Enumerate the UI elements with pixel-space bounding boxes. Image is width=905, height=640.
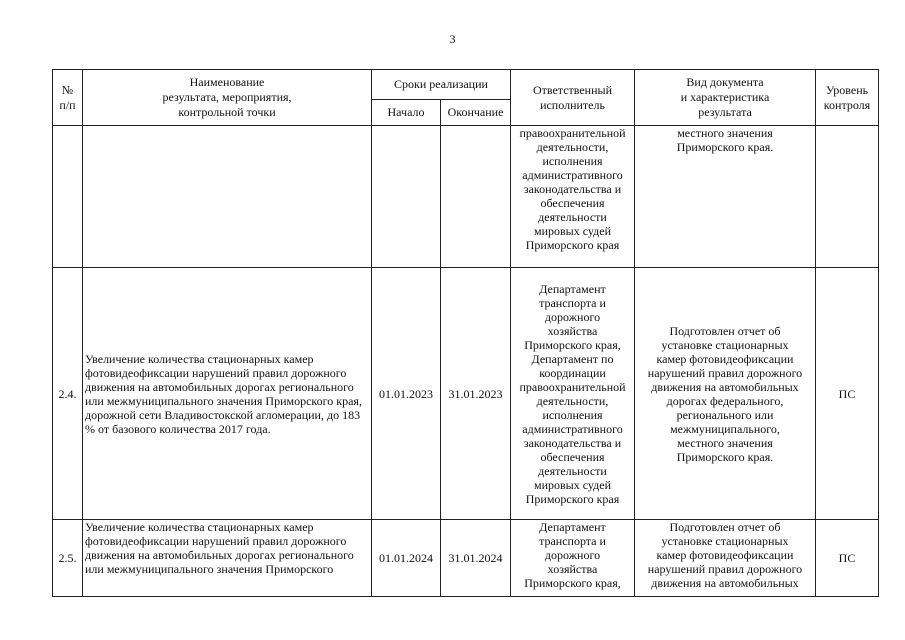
row-doc: Подготовлен отчет об установке стационарных камер фотовидеофиксации нарушений правил дорожного движения на автомобильных дорогах федерального, регионального или межмуниципального, местного значения Приморского края. [635,268,816,520]
table-row [53,126,879,268]
header-responsible: Ответственный исполнитель [511,70,635,126]
page-number: 3 [449,32,456,46]
row-num: 2.4. [53,268,83,520]
row-name: Увеличение количества стационарных камер фотовидеофиксации нарушений правил дорожного движения на автомобильных дорогах регионального или межмуниципального значения Приморского [83,520,372,597]
plan-table [52,69,879,597]
row-start: 01.01.2024 [372,520,441,597]
header-num: № п/п [53,70,83,126]
row-name: Увеличение количества стационарных камер фотовидеофиксации нарушений правил дорожного движения на автомобильных дорогах регионального или межмуниципального значения Приморского края, дорожной сети Владивостокской агломерации, до 183 % от базового количества 2017 года. [83,268,372,520]
row-doc: Подготовлен отчет об установке стационарных камер фотовидеофиксации нарушений правил дорожного движения на автомобильных [635,520,816,597]
row-end: 31.01.2023 [441,268,511,520]
table-row [53,268,879,520]
row-responsible: Департамент транспорта и дорожного хозяйства Приморского края, [511,520,635,597]
row-level: ПС [816,520,879,597]
row-end [441,126,511,268]
header-row [53,70,879,100]
row-name [83,126,372,268]
row-responsible: правоохранительной деятельности, исполнения административного законодательства и обеспечения деятельности мировых судей Приморского края [511,126,635,268]
header-start: Начало [372,100,441,126]
row-level: ПС [816,268,879,520]
header-level: Уровень контроля [816,70,879,126]
row-end: 31.01.2024 [441,520,511,597]
row-level [816,126,879,268]
header-period: Сроки реализации [372,70,511,100]
row-start [372,126,441,268]
row-start: 01.01.2023 [372,268,441,520]
header-end: Окончание [441,100,511,126]
row-doc: местного значения Приморского края. [635,126,816,268]
header-name: Наименование результата, мероприятия, контрольной точки [83,70,372,126]
row-num: 2.5. [53,520,83,597]
header-doc: Вид документа и характеристика результата [635,70,816,126]
table-row [53,520,879,597]
row-num [53,126,83,268]
row-responsible: Департамент транспорта и дорожного хозяйства Приморского края, Департамент по координации правоохранительной деятельности, исполнения административного законодательства и обеспечения деятельности мировых судей Приморского края [511,268,635,520]
